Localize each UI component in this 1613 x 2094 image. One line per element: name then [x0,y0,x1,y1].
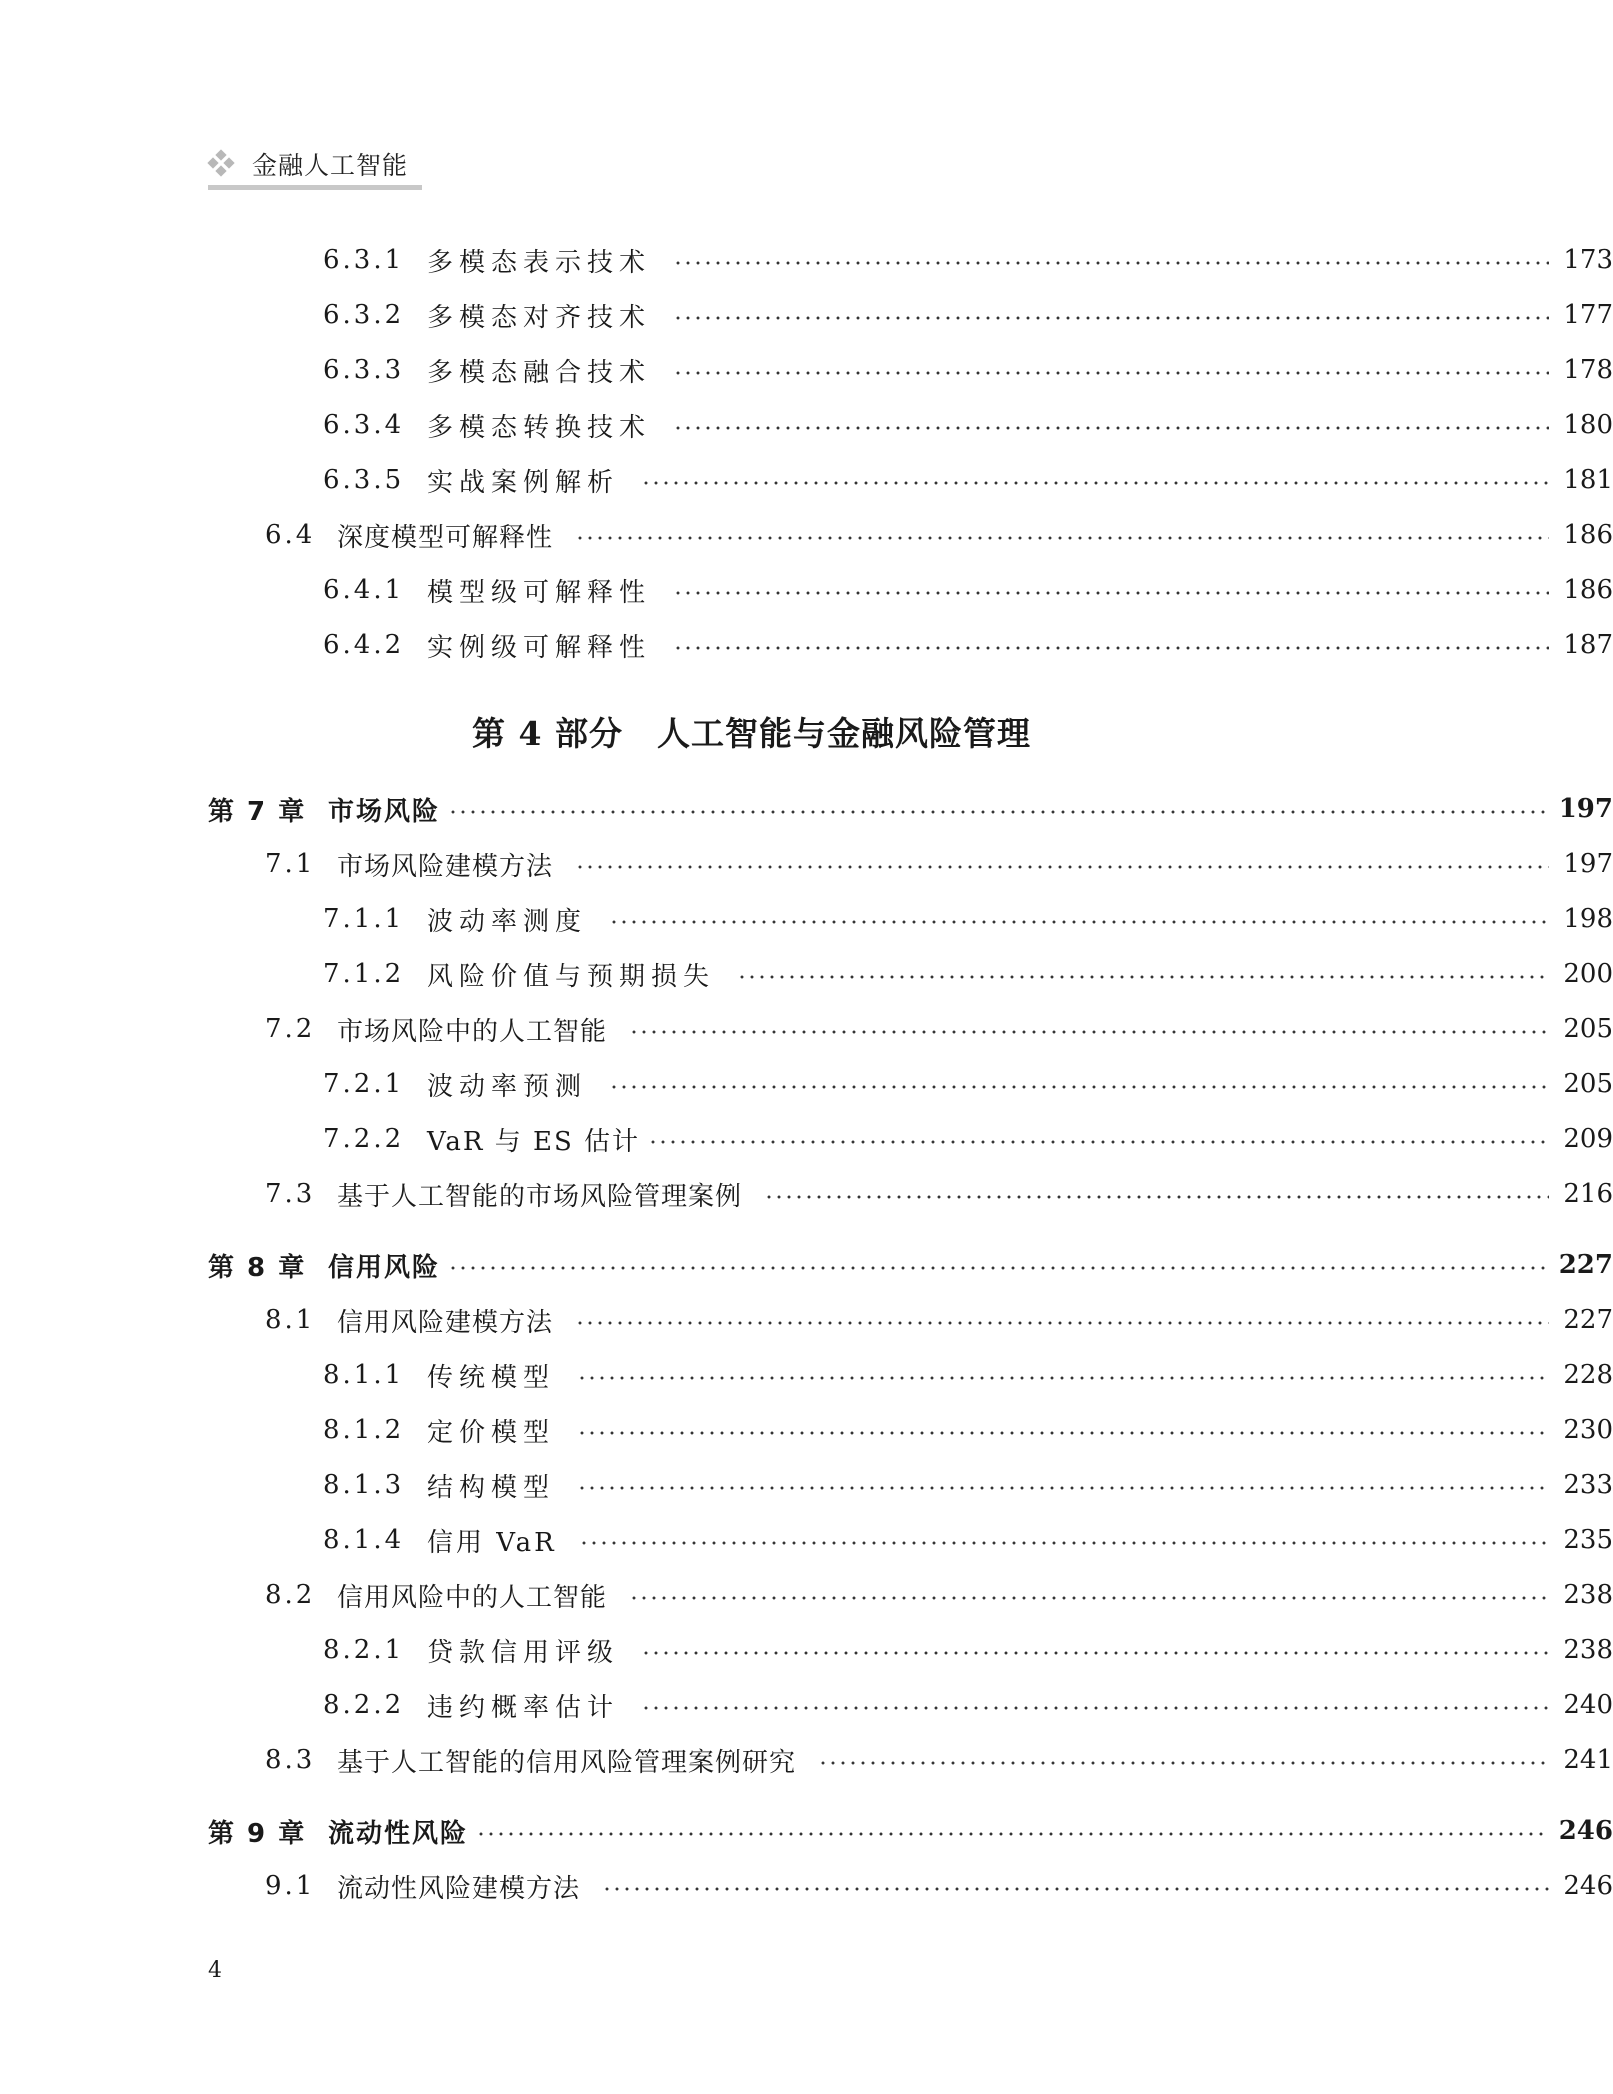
toc-entry-title: 实例级可解释性 [427,632,652,663]
dot-leader [629,1596,1549,1600]
toc-entry-number: 8.1.3 [323,1470,405,1500]
toc-entry-number: 7.3 [265,1179,316,1209]
toc-entry-title: 波动率预测 [427,1071,588,1102]
toc-entry-title: 深度模型可解释性 [337,522,554,553]
toc-entry[interactable] [0,1630,1613,1670]
part-number: 第 4 部分 [472,714,623,753]
toc-entry[interactable] [0,405,1613,445]
toc-entry-title: 多模态转换技术 [427,412,652,443]
toc-entry-number: 6.3.5 [323,465,405,495]
toc-entry-title: 基于人工智能的市场风险管理案例 [337,1181,743,1212]
dot-leader [648,1140,1549,1144]
toc-entry[interactable] [0,1740,1613,1780]
toc-entry-page: 180 [1563,410,1613,440]
toc-entry-title: 波动率测度 [427,906,588,937]
toc-entry-number: 6.3.2 [323,300,405,330]
dot-leader [448,810,1545,814]
toc-entry[interactable] [0,1009,1613,1049]
toc-entry-number: 7.1.2 [323,959,405,989]
toc-entry-number: 7.1 [265,849,316,879]
toc-entry-number: 8.1.1 [323,1360,405,1390]
toc-entry-number: 7.2.2 [323,1124,405,1154]
toc-entry-title: 违约概率估计 [427,1692,620,1723]
toc-entry-title: 传统模型 [427,1362,556,1393]
dot-leader [577,1431,1549,1435]
dot-leader [575,865,1549,869]
toc-entry[interactable] [0,899,1613,939]
toc-entry-number: 8.3 [265,1745,316,1775]
toc-entry[interactable] [0,460,1613,500]
toc-entry-number: 6.3.4 [323,410,405,440]
part-title: 人工智能与金融风险管理 [656,714,1031,753]
dot-leader [575,1321,1549,1325]
toc-entry[interactable] [0,515,1613,555]
dot-leader [602,1887,1549,1891]
toc-entry-title: 信用风险建模方法 [337,1307,554,1338]
toc-entry-page: 181 [1563,465,1613,495]
toc-entry[interactable] [0,1410,1613,1450]
page-number: 4 [208,1958,222,1983]
toc-entry-title: VaR 与 ES 估计 [427,1126,641,1157]
toc-entry-number: 6.3.3 [323,355,405,385]
chapter-page: 197 [1558,794,1613,824]
toc-entry-number: 6.4 [265,520,316,550]
toc-entry-title: 多模态融合技术 [427,357,652,388]
toc-entry-title: 流动性风险建模方法 [337,1873,581,1904]
dot-leader [673,591,1549,595]
toc-entry-title: 信用风险中的人工智能 [337,1582,608,1613]
toc-entry-title: 实战案例解析 [427,467,620,498]
toc-entry-title: 信用 VaR [427,1527,557,1558]
toc-entry[interactable] [0,954,1613,994]
toc-entry-page: 173 [1563,245,1613,275]
toc-entry[interactable] [0,1520,1613,1560]
toc-entry[interactable] [0,350,1613,390]
toc-chapter[interactable] [0,1245,1613,1285]
toc-entry-page: 230 [1563,1415,1613,1445]
toc-entry-page: 235 [1563,1525,1613,1555]
toc-entry-number: 8.1.4 [323,1525,405,1555]
chapter-number: 第 7 章 [208,796,307,827]
toc-entry-number: 6.4.1 [323,575,405,605]
toc-entry-page: 177 [1563,300,1613,330]
chapter-title: 信用风险 [328,1252,441,1283]
toc-entry[interactable] [0,1866,1613,1906]
toc-entry[interactable] [0,1064,1613,1104]
chapter-title: 流动性风险 [328,1818,469,1849]
toc-entry-page: 246 [1563,1871,1613,1901]
toc-entry-number: 6.3.1 [323,245,405,275]
toc-entry-page: 238 [1563,1635,1613,1665]
toc-entry[interactable] [0,570,1613,610]
toc-entry-number: 7.2 [265,1014,316,1044]
toc-entry-page: 240 [1563,1690,1613,1720]
dot-leader [641,1706,1549,1710]
toc-entry-title: 模型级可解释性 [427,577,652,608]
toc-entry-page: 198 [1563,904,1613,934]
toc-entry-number: 8.2.2 [323,1690,405,1720]
chapter-page: 246 [1558,1816,1613,1846]
toc-entry[interactable] [0,625,1613,665]
toc-entry-title: 市场风险中的人工智能 [337,1016,608,1047]
dot-leader [673,426,1549,430]
toc-entry-page: 241 [1563,1745,1613,1775]
dot-leader [673,646,1549,650]
toc-entry-page: 200 [1563,959,1613,989]
toc-entry[interactable] [0,1465,1613,1505]
toc-entry-page: 178 [1563,355,1613,385]
chapter-number: 第 9 章 [208,1818,307,1849]
dot-leader [579,1541,1550,1545]
toc-entry[interactable] [0,1355,1613,1395]
dot-leader [673,316,1549,320]
toc-entry-number: 9.1 [265,1871,316,1901]
toc-entry-title: 定价模型 [427,1417,556,1448]
toc-entry-page: 187 [1563,630,1613,660]
toc-entry-number: 8.2.1 [323,1635,405,1665]
dot-leader [629,1030,1549,1034]
toc-entry-title: 结构模型 [427,1472,556,1503]
toc-entry-page: 238 [1563,1580,1613,1610]
toc-entry-page: 227 [1563,1305,1613,1335]
toc-entry-page: 205 [1563,1014,1613,1044]
dot-leader [673,261,1549,265]
dot-leader [609,1085,1549,1089]
dot-leader [673,371,1549,375]
dot-leader [764,1195,1549,1199]
toc-entry[interactable] [0,1174,1613,1214]
dot-leader [641,481,1549,485]
toc-entry-number: 8.1.2 [323,1415,405,1445]
toc-entry-number: 7.2.1 [323,1069,405,1099]
part-heading [0,708,1503,755]
chapter-page: 227 [1558,1250,1613,1280]
toc-entry-title: 风险价值与预期损失 [427,961,716,992]
dot-leader [609,920,1549,924]
dot-leader [476,1832,1545,1836]
dot-leader [577,1376,1549,1380]
toc-entry-title: 市场风险建模方法 [337,851,554,882]
toc-entry-title: 多模态对齐技术 [427,302,652,333]
toc-entry-page: 216 [1563,1179,1613,1209]
toc-entry-number: 8.2 [265,1580,316,1610]
toc-entry[interactable] [0,844,1613,884]
dot-leader [575,536,1549,540]
toc-entry[interactable] [0,1575,1613,1615]
dot-leader [641,1651,1549,1655]
toc-entry-number: 7.1.1 [323,904,405,934]
dot-leader [737,975,1549,979]
chapter-number: 第 8 章 [208,1252,307,1283]
toc-entry-title: 贷款信用评级 [427,1637,620,1668]
chapter-title: 市场风险 [328,796,441,827]
toc-entry-number: 8.1 [265,1305,316,1335]
dot-leader [448,1266,1545,1270]
toc-entry-title: 基于人工智能的信用风险管理案例研究 [337,1747,797,1778]
toc-entry[interactable] [0,1300,1613,1340]
running-head-title: 金融人工智能 [252,151,409,180]
toc-entry-title: 多模态表示技术 [427,247,652,278]
toc-chapter[interactable] [0,1811,1613,1851]
toc-entry[interactable] [0,1119,1613,1159]
toc-entry-page: 186 [1563,575,1613,605]
toc-entry-page: 186 [1563,520,1613,550]
toc-chapter[interactable] [0,789,1613,829]
dot-leader [818,1761,1549,1765]
toc-entry-page: 209 [1563,1124,1613,1154]
toc-entry-page: 228 [1563,1360,1613,1390]
toc-entry-page: 233 [1563,1470,1613,1500]
toc-entry[interactable] [0,1685,1613,1725]
toc-entry-page: 205 [1563,1069,1613,1099]
dot-leader [577,1486,1549,1490]
toc-entry[interactable] [0,295,1613,335]
toc-entry-page: 197 [1563,849,1613,879]
toc-entry-number: 6.4.2 [323,630,405,660]
toc-entry[interactable] [0,240,1613,280]
